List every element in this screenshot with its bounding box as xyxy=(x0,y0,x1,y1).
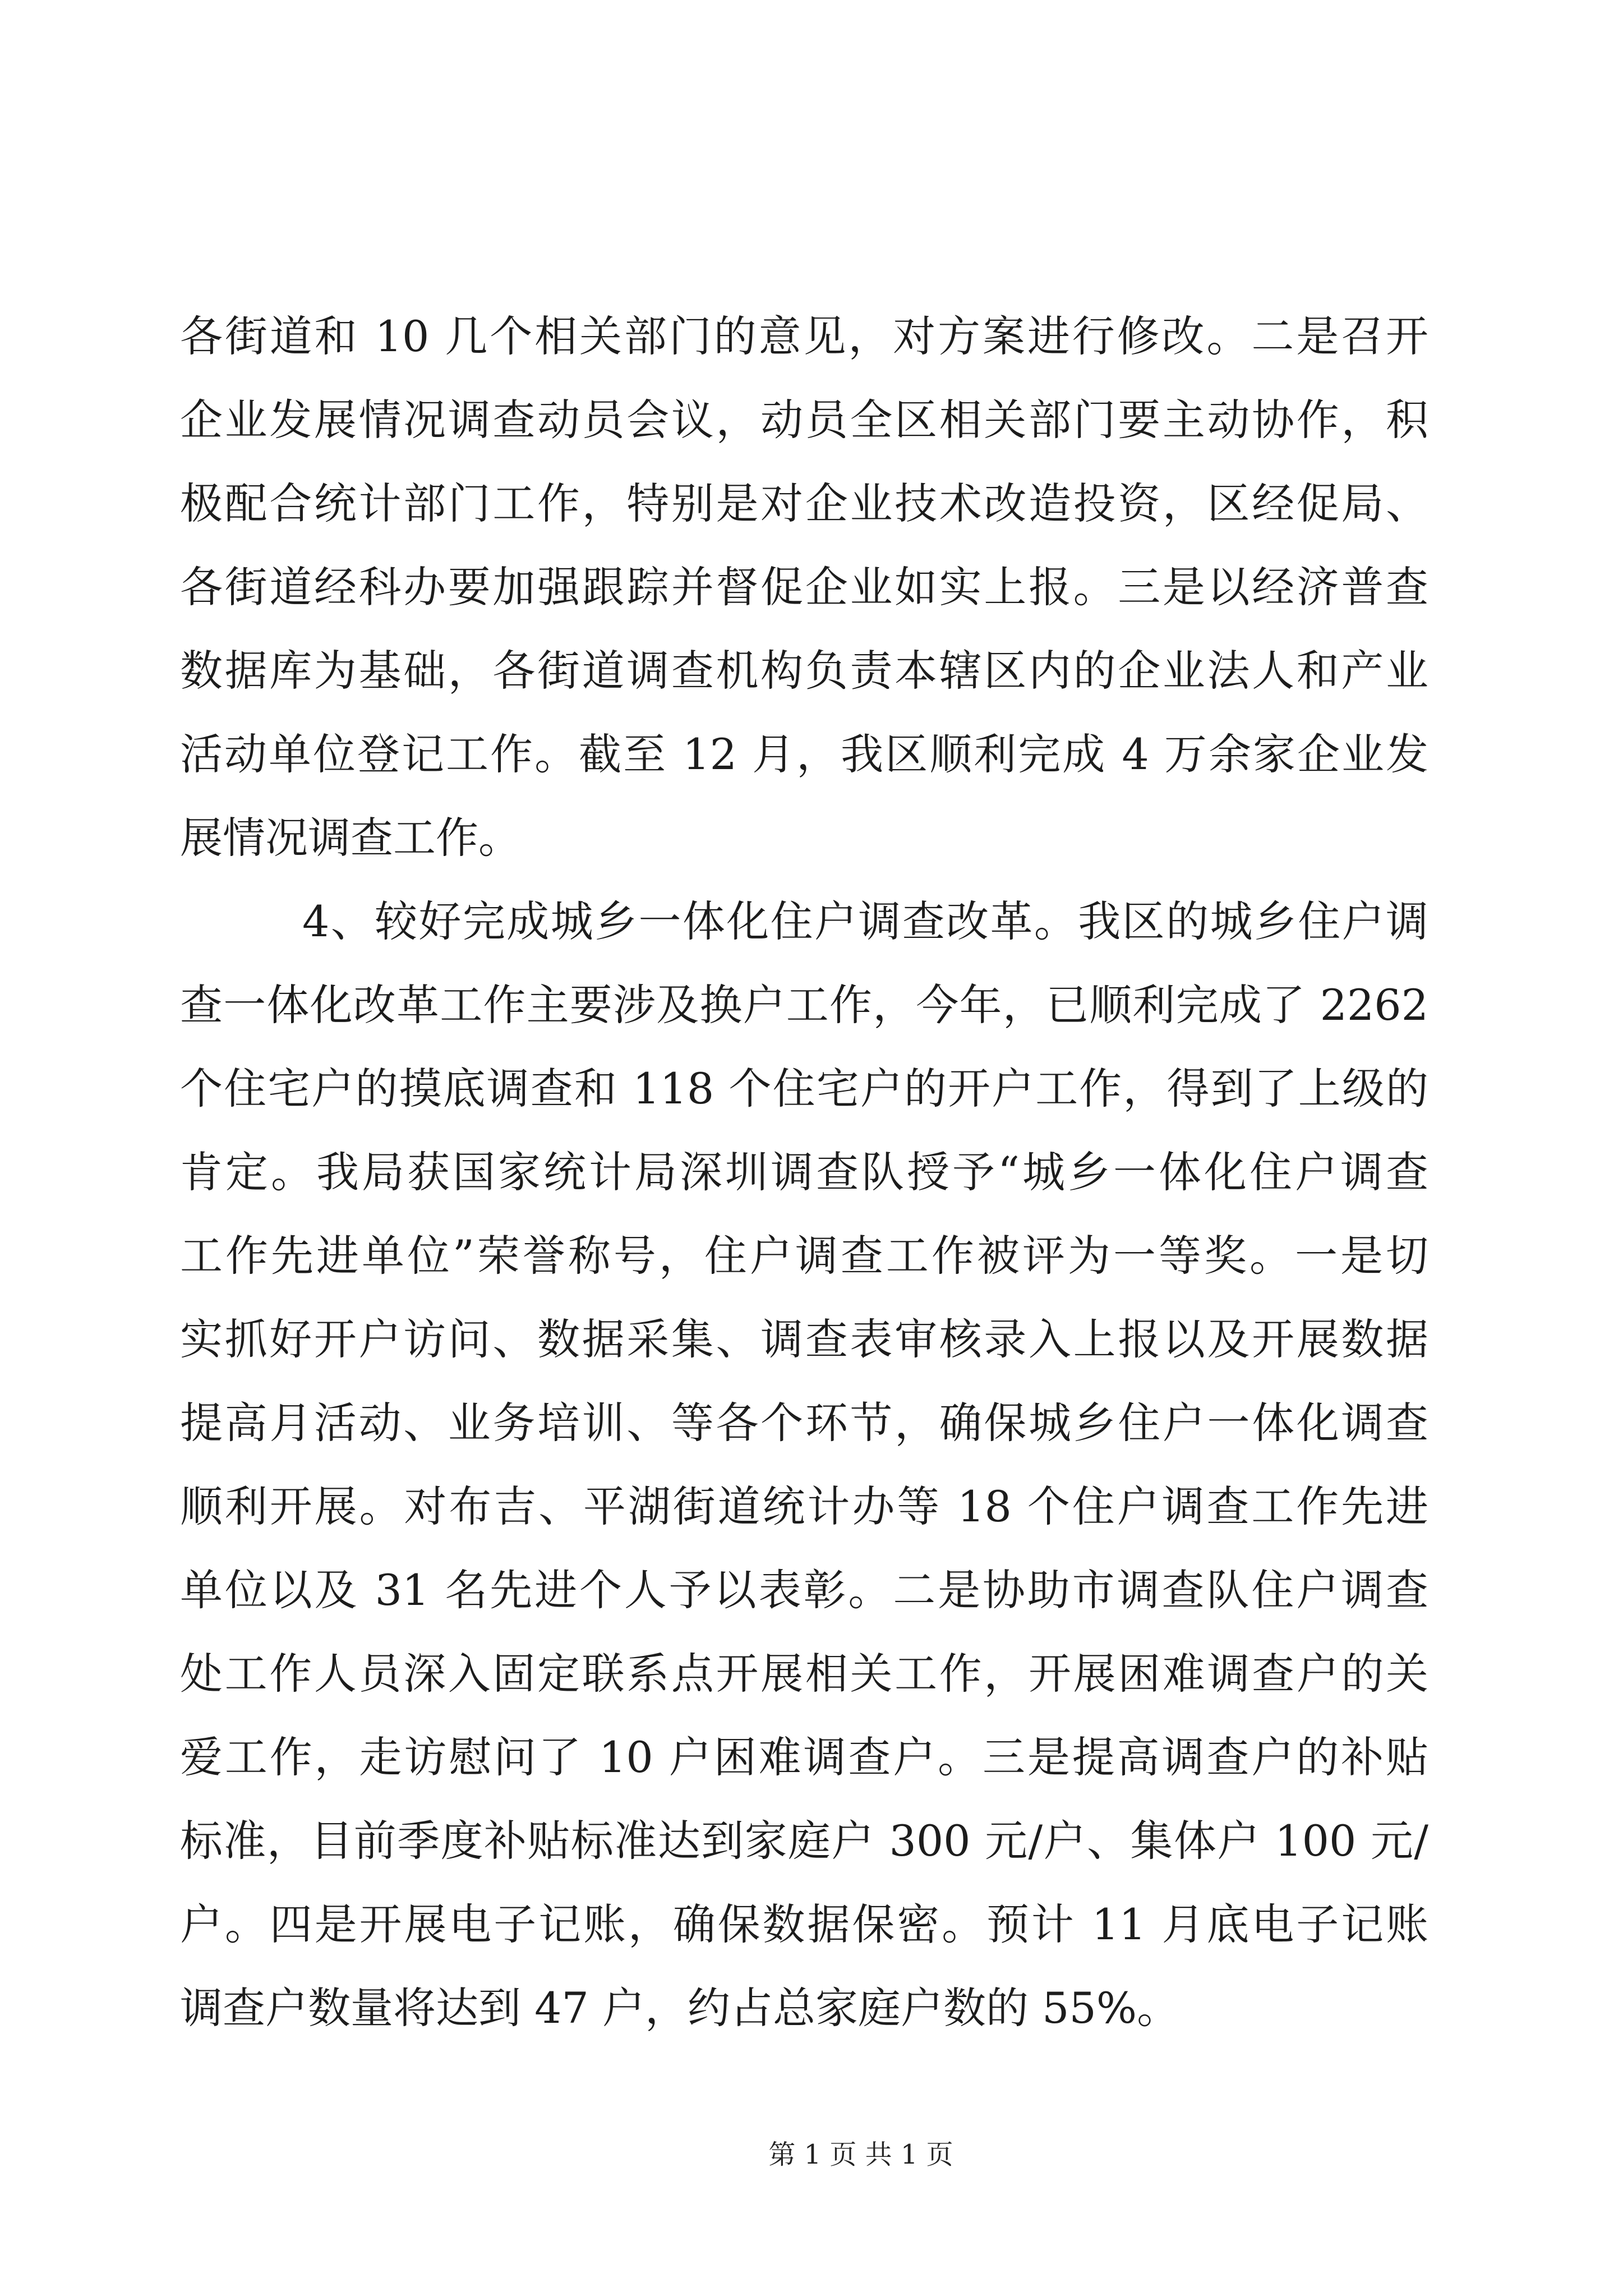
text-line: 肯定。我局获国家统计局深圳调查队授予“城乡一体化住户调查 xyxy=(180,1147,1428,1197)
text-line: 工作先进单位”荣誉称号，住户调查工作被评为一等奖。一是切 xyxy=(180,1231,1428,1281)
paragraph xyxy=(180,295,1428,880)
text-line: 户。四是开展电子记账，确保数据保密。预计 11 月底电子记账 xyxy=(180,1899,1428,1949)
text-line: 实抓好开户访问、数据采集、调查表审核录入上报以及开展数据 xyxy=(180,1314,1428,1364)
text-line: 查一体化改革工作主要涉及换户工作，今年，已顺利完成了 2262 xyxy=(180,980,1428,1030)
text-line: 提高月活动、业务培训、等各个环节，确保城乡住户一体化调查 xyxy=(180,1398,1428,1448)
page-footer: 第 1 页 共 1 页 xyxy=(768,2139,953,2170)
text-line: 单位以及 31 名先进个人予以表彰。二是协助市调查队住户调查 xyxy=(180,1565,1428,1615)
text-line: 展情况调查工作。 xyxy=(180,813,521,863)
text-line: 调查户数量将达到 47 户，约占总家庭户数的 55%。 xyxy=(180,1983,1180,2033)
text-line: 处工作人员深入固定联系点开展相关工作，开展困难调查户的关 xyxy=(180,1649,1428,1699)
paragraph xyxy=(180,880,1428,2050)
text-line: 活动单位登记工作。截至 12 月，我区顺利完成 4 万余家企业发 xyxy=(180,729,1428,779)
body-text xyxy=(180,295,1428,2050)
text-line: 数据库为基础，各街道调查机构负责本辖区内的企业法人和产业 xyxy=(180,646,1428,696)
text-line: 个住宅户的摸底调查和 118 个住宅户的开户工作，得到了上级的 xyxy=(180,1064,1428,1114)
text-line: 4、较好完成城乡一体化住户调查改革。我区的城乡住户调 xyxy=(302,896,1428,946)
text-line: 顺利开展。对布吉、平湖街道统计办等 18 个住户调查工作先进 xyxy=(180,1481,1428,1531)
text-line: 极配合统计部门工作，特别是对企业技术改造投资，区经促局、 xyxy=(180,478,1428,528)
text-line: 企业发展情况调查动员会议，动员全区相关部门要主动协作，积 xyxy=(180,395,1428,445)
text-line: 各街道经科办要加强跟踪并督促企业如实上报。三是以经济普查 xyxy=(180,562,1428,612)
text-line: 爱工作，走访慰问了 10 户困难调查户。三是提高调查户的补贴 xyxy=(180,1732,1428,1782)
text-line: 标准，目前季度补贴标准达到家庭户 300 元/户、集体户 100 元/ xyxy=(180,1816,1428,1866)
text-line: 各街道和 10 几个相关部门的意见，对方案进行修改。二是召开 xyxy=(180,311,1428,361)
